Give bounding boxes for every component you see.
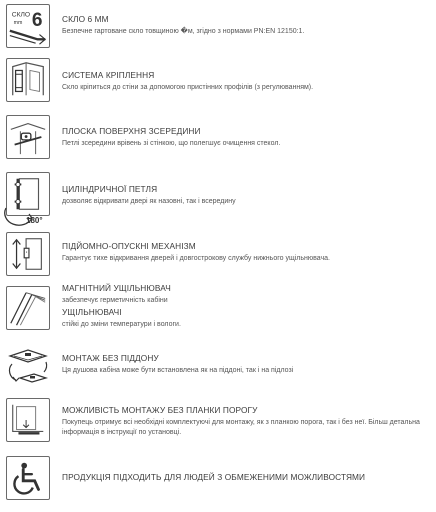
- feature-title: МАГНІТНИЙ УЩІЛЬНЮВАЧ: [62, 283, 171, 293]
- feature-cylinder-hinge: [0, 172, 436, 228]
- feature-desc: забезпечує герметичність кабіни: [62, 297, 168, 304]
- feature-title: ПЛОСКА ПОВЕРХНЯ ЗСЕРЕДИНИ: [62, 126, 201, 136]
- badge-unit: mm: [13, 20, 23, 27]
- degree-label: 180°: [26, 216, 43, 225]
- feature-title: СИСТЕМА КРІПЛЕННЯ: [62, 70, 155, 80]
- feature-no-tray: [0, 344, 436, 394]
- feature-desc: Петлі зсередини врівень зі стінкою, що полегшує очищення стекол.: [62, 140, 281, 147]
- feature-mounting: [0, 58, 436, 108]
- no-tray-icon: [6, 344, 50, 388]
- glass-thickness-icon: [6, 4, 50, 48]
- lift-mechanism-icon: [6, 232, 50, 276]
- feature-title: МОНТАЖ БЕЗ ПІДДОНУ: [62, 353, 159, 363]
- badge-top: СКЛО: [11, 11, 31, 19]
- threshold-icon: [6, 398, 50, 442]
- feature-desc: Гарантує тихе відкривання дверей і довгострокову службу нижнього ущільнювача.: [62, 255, 330, 262]
- badge-num: 6: [31, 10, 43, 31]
- flat-hinge-icon: [6, 115, 50, 159]
- feature-threshold: [0, 398, 436, 450]
- feature-desc: дозволяє відкривати двері як назовні, так і всередину: [62, 198, 236, 205]
- feature-flat-surface: [0, 115, 436, 165]
- mounting-profile-icon: [6, 58, 50, 102]
- feature-title: ПРОДУКЦІЯ ПІДХОДИТЬ ДЛЯ ЛЮДЕЙ З ОБМЕЖЕНИМИ МОЖЛИВОСТЯМИ: [62, 472, 366, 482]
- feature-title: ПІДЙОМНО-ОПУСКНІ МЕХАНІЗМ: [62, 241, 196, 251]
- feature-title-secondary: УЩІЛЬНЮВАЧІ: [62, 307, 122, 317]
- feature-magnetic-seal: [0, 283, 436, 342]
- feature-desc: Безпечне гартоване скло товщиною �м, згідно з нормами PN:EN 12150:1.: [62, 28, 305, 35]
- feature-glass: [0, 4, 436, 54]
- feature-title: МОЖЛИВІСТЬ МОНТАЖУ БЕЗ ПЛАНКИ ПОРОГУ: [62, 405, 258, 415]
- feature-title: ЦИЛІНДРИЧНОЇ ПЕТЛЯ: [62, 184, 158, 194]
- feature-desc: Ця душова кабіна може бути встановлена як на піддоні, так і на підлозі: [62, 367, 294, 374]
- feature-title: СКЛО 6 ММ: [62, 14, 109, 24]
- feature-accessibility: [0, 456, 436, 506]
- feature-desc: Покупець отримує всі необхідні комплектуючі для монтажу, як з планкою порога, так і без неї. Більш детальна інформація в інструкції по установці.: [62, 419, 420, 436]
- magnetic-seal-icon: [6, 286, 50, 330]
- feature-lift-mechanism: [0, 232, 436, 282]
- feature-desc-secondary: стійкі до зміни температури і вологи.: [62, 321, 181, 328]
- wheelchair-icon: [6, 456, 50, 500]
- feature-desc: Скло кріпиться до стіни за допомогою пристінних профілів (з регулюванням).: [62, 84, 314, 91]
